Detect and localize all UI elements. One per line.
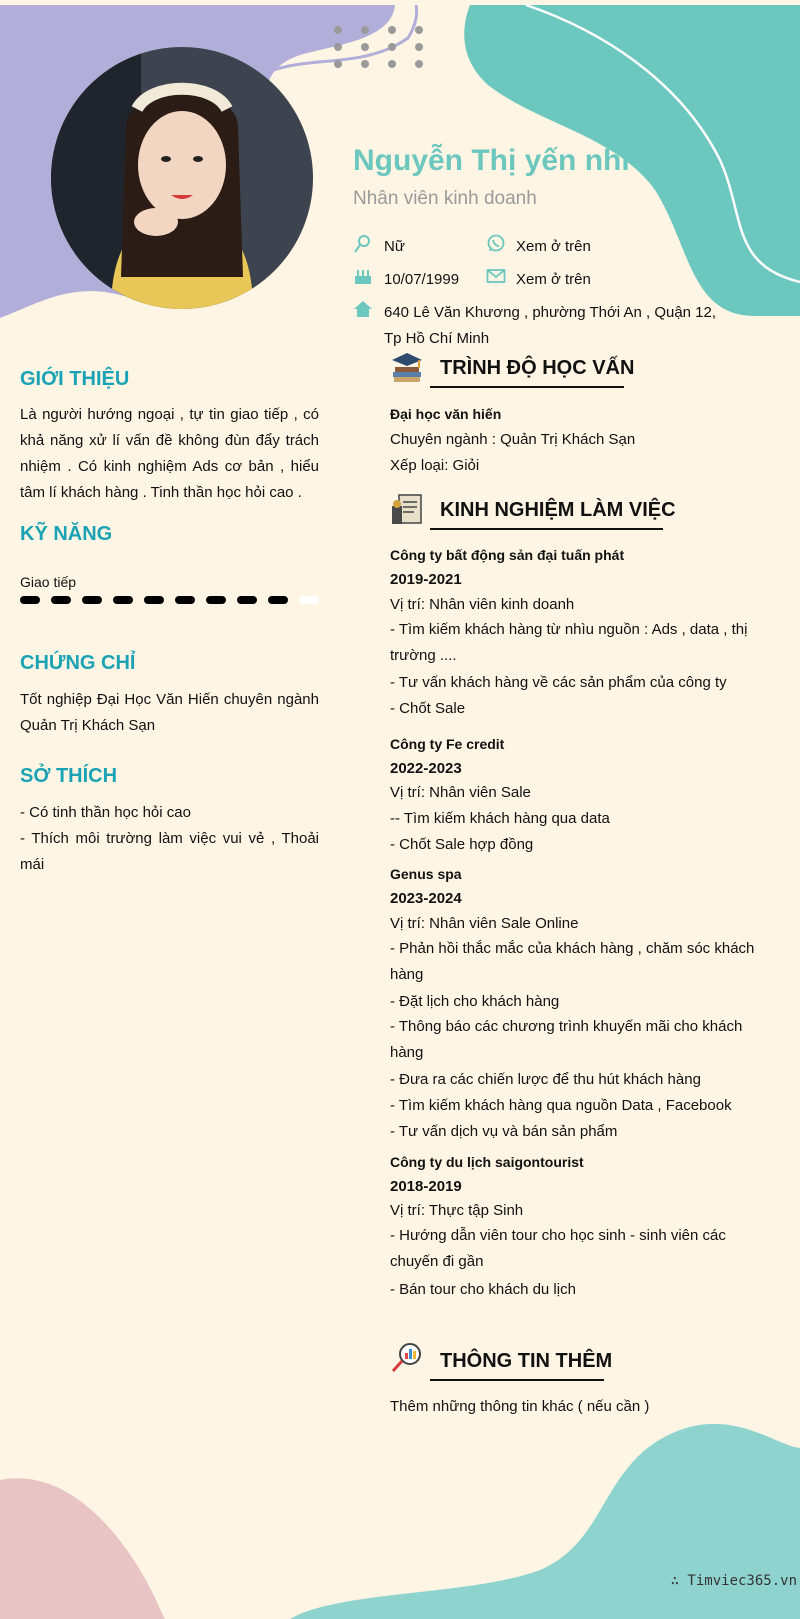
- job-2-period: 2022-2023: [390, 760, 462, 777]
- job-3-position: Vị trí: Nhân viên Sale Online: [390, 915, 579, 932]
- job-4-duty-2: - Bán tour cho khách du lịch: [390, 1281, 576, 1298]
- phone-icon: [486, 234, 506, 254]
- skill-dash-empty: [299, 596, 319, 604]
- job-4-company: Công ty du lịch saigontourist: [390, 1154, 584, 1170]
- hobby-1: - Có tinh thần học hỏi cao: [20, 804, 191, 821]
- hobbies-heading: SỞ THÍCH: [20, 765, 118, 787]
- job-3-duty-2: - Đặt lịch cho khách hàng: [390, 993, 560, 1010]
- phone-value: Xem ở trên: [516, 238, 591, 255]
- skill-dash: [206, 596, 226, 604]
- grade: Xếp loại: Giỏi: [390, 457, 480, 474]
- job-4-duty-1: - Hướng dẫn viên tour cho học sinh - sinh viên các chuyến đi gần: [390, 1227, 726, 1270]
- additional-text: Thêm những thông tin khác ( nếu cần ): [390, 1398, 650, 1415]
- birthday-value: 10/07/1999: [384, 271, 460, 288]
- work-clipboard-icon: [390, 492, 424, 526]
- avatar: [51, 47, 313, 309]
- skill-dash: [51, 596, 71, 604]
- job-1-duty-2: - Tư vấn khách hàng về các sản phẩm của công ty: [390, 674, 727, 691]
- certificates-heading: CHỨNG CHỈ: [20, 652, 136, 674]
- graduation-books-icon: [390, 350, 424, 384]
- skill-level-bar: [20, 596, 320, 606]
- experience-heading: KINH NGHIỆM LÀM VIỆC: [440, 499, 676, 521]
- skills-heading: KỸ NĂNG: [20, 523, 113, 545]
- certificates-text: Tốt nghiệp Đại Học Văn Hiến chuyên ngành Quản Trị Khách Sạn: [20, 691, 319, 734]
- teal-bottom-blob: [290, 1424, 800, 1619]
- job-1-company: Công ty bất động sản đại tuấn phát: [390, 547, 625, 563]
- timviec365-watermark[interactable]: ∴ Timviec365.vn: [670, 1573, 797, 1589]
- address-line-2: Tp Hồ Chí Minh: [384, 330, 490, 347]
- job-3-duty-5: - Tìm kiếm khách hàng qua nguồn Data , Facebook: [390, 1097, 732, 1114]
- job-4-period: 2018-2019: [390, 1178, 462, 1195]
- home-icon: [353, 299, 373, 319]
- dot-grid-decoration: [330, 24, 426, 70]
- job-1-duty-3: - Chốt Sale: [390, 700, 466, 717]
- major: Chuyên ngành : Quản Trị Khách Sạn: [390, 431, 636, 448]
- email-value: Xem ở trên: [516, 271, 591, 288]
- intro-heading: GIỚI THIỆU: [20, 368, 130, 390]
- hobby-2: - Thích môi trường làm việc vui vẻ , Thoải mái: [20, 830, 319, 873]
- skill-dash: [20, 596, 40, 604]
- additional-underline: [430, 1379, 604, 1381]
- email-envelope-icon: [486, 266, 506, 286]
- job-2-duty-1: -- Tìm kiếm khách hàng qua data: [390, 810, 610, 827]
- school-name: Đại học văn hiến: [390, 406, 502, 422]
- job-1-period: 2019-2021: [390, 571, 462, 588]
- job-1-position: Vị trí: Nhân viên kinh doanh: [390, 596, 575, 613]
- job-3-period: 2023-2024: [390, 890, 462, 907]
- address-line-1: 640 Lê Văn Khương , phường Thới An , Quận 12,: [384, 304, 717, 321]
- skill-dash: [175, 596, 195, 604]
- additional-heading: THÔNG TIN THÊM: [440, 1350, 613, 1372]
- skill-dash: [144, 596, 164, 604]
- intro-text: Là người hướng ngoại , tự tin giao tiếp , có khả năng xử lí vấn đề không đùn đẩy trách nhiệm . Có kinh nghiệm Ads cơ bản , hiểu tâm lí khách hàng . Tinh thần học hỏi cao .: [20, 406, 319, 501]
- job-title: Nhân viên kinh doanh: [353, 188, 537, 209]
- education-heading: TRÌNH ĐỘ HỌC VẤN: [440, 357, 635, 379]
- gender-value: Nữ: [384, 238, 405, 255]
- job-2-company: Công ty Fe credit: [390, 736, 505, 752]
- skill-dash: [268, 596, 288, 604]
- job-3-duty-6: - Tư vấn dịch vụ và bán sản phẩm: [390, 1123, 618, 1140]
- job-3-duty-4: - Đưa ra các chiến lược để thu hút khách hàng: [390, 1071, 701, 1088]
- skill-name: Giao tiếp: [20, 574, 77, 590]
- job-1-duty-1: - Tìm kiếm khách hàng từ nhìu nguồn : Ads , data , thị trường ....: [390, 621, 748, 664]
- job-2-position: Vị trí: Nhân viên Sale: [390, 784, 531, 801]
- job-3-duty-3: - Thông báo các chương trình khuyến mãi cho khách hàng: [390, 1018, 743, 1061]
- search-chart-icon: [390, 1340, 424, 1374]
- skill-dash: [237, 596, 257, 604]
- pink-blob: [0, 1478, 165, 1619]
- job-4-position: Vị trí: Thực tập Sinh: [390, 1202, 524, 1219]
- birthday-cake-icon: [353, 266, 373, 286]
- job-2-duty-2: - Chốt Sale hợp đồng: [390, 836, 534, 853]
- gender-icon: [353, 234, 373, 254]
- skill-dash: [113, 596, 133, 604]
- skill-dash: [82, 596, 102, 604]
- education-underline: [430, 386, 624, 388]
- experience-underline: [430, 528, 663, 530]
- job-3-duty-1: - Phản hồi thắc mắc của khách hàng , chăm sóc khách hàng: [390, 940, 755, 983]
- job-3-company: Genus spa: [390, 866, 462, 882]
- candidate-name: Nguyễn Thị yến nhi: [353, 144, 630, 177]
